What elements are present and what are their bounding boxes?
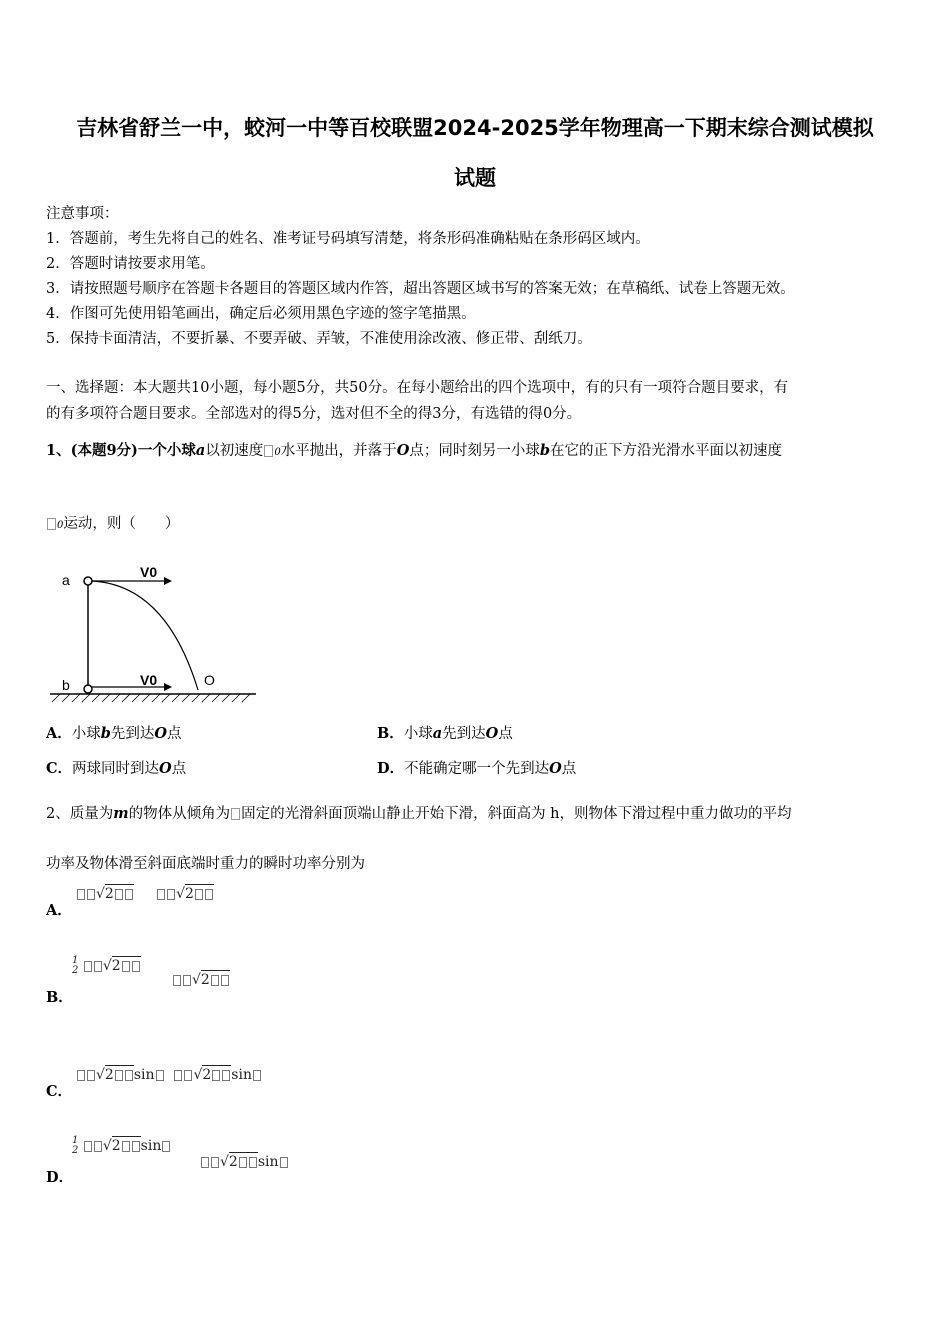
q2-option-c-label[interactable]: C． [46,1083,73,1100]
q1-point-o: O [396,442,410,459]
notice-item-2: 2．答题时请按要求用笔。 [46,256,215,272]
option-text: 点 [171,761,187,777]
q1-text-2: 以初速度 [205,443,264,459]
ground-hatching [52,694,250,702]
figure-label-a: a [62,572,70,588]
option-label: A． [46,725,72,742]
q1-text-1: 1、(本题9分)一个小球 [46,442,196,459]
option-ball: a [432,725,443,742]
theta-symbol-placeholder [231,808,240,820]
sin-function: sin [133,1067,155,1083]
option-point: O [549,760,562,777]
notice-item-4: 4．作图可先使用铅笔画出，确定后必须用黑色字迹的签字笔描黑。 [46,306,476,322]
ball-a-marker [84,577,92,585]
sqrt-constant: 2 [228,1154,238,1170]
option-text: 点 [167,726,182,742]
option-point: O [159,760,172,777]
q1-option-c[interactable] [46,757,186,778]
question-1-stem-line2 [46,512,179,533]
q2-option-b-label[interactable]: B． [46,989,73,1006]
q2-option-a-formula: √2 √2 [76,886,214,902]
option-ball: b [100,725,111,742]
q1-text-line2: 运动，则（ ） [63,516,180,532]
exam-title-line1: 吉林省舒兰一中，蛟河一中等百校联盟2024-2025学年物理高一下期末综合测试模拟 [76,116,874,140]
option-label: C． [46,760,73,777]
exam-title-line2: 试题 [454,166,496,190]
option-text: 小球 [71,726,101,742]
q1-text-4: 点；同时刻另一小球 [409,443,540,459]
q2-option-d-formula-1: 1 2 √2 sin [72,1136,171,1156]
notice-item-5: 5．保持卡面清洁，不要折暴、不要弄破、弄皱，不准使用涂改液、修正带、刮纸刀。 [46,331,592,347]
notice-item-1: 1．答题前，考生先将自己的姓名、准考证号码填写清楚，将条形码准确粘贴在条形码区域内。 [46,231,650,247]
q1-ball-b: b [539,442,550,459]
q1-option-a[interactable] [46,722,182,743]
option-label: B． [377,725,404,742]
option-text: 点 [561,761,577,777]
section-instructions-line2: 的有多项符合题目要求。全部选对的得5分，选对但不全的得3分，有选错的得0分。 [46,406,582,422]
q1-option-b[interactable] [377,722,513,743]
q2-option-c-formula: √2 sin √2 sin [76,1067,262,1083]
q2-option-d-formula-2: √2 sin [200,1154,289,1170]
sin-function: sin [140,1138,162,1154]
projectile-figure [46,560,261,710]
option-text: 先到达 [110,726,155,742]
option-point: O [485,725,499,742]
q2-option-d-label[interactable]: D． [46,1169,74,1186]
sin-function: sin [257,1154,279,1170]
option-text: 点 [498,726,513,742]
figure-label-v0-top: V0 [140,564,158,580]
v0-subscript: 0 [57,520,64,531]
q2-option-b-formula-1: 1 2 √2 [72,956,141,976]
figure-label-o: O [204,672,215,688]
q1-text-3: 水平抛出，并落于 [280,443,397,459]
v0-subscript: 0 [274,447,281,458]
v0-symbol-placeholder [47,518,56,530]
q2-text-1: 2、质量为 [46,806,114,822]
figure-label-v0-bottom: V0 [140,672,158,688]
q1-ball-a: a [195,442,206,459]
figure-label-b: b [62,677,70,693]
option-text: 不能确定哪一个先到达 [404,761,550,777]
fraction-half: 1 2 [72,955,79,976]
q2-mass-symbol: m [113,805,129,822]
q2-option-a-label[interactable]: A． [46,902,72,919]
arrow-head-bottom [164,683,172,691]
question-2-stem [46,802,792,823]
ball-b-marker [84,685,92,693]
sqrt-constant: 2 [111,1138,121,1154]
q2-text-3: 固定的光滑斜面顶端山静止开始下滑，斜面高为 h，则物体下滑过程中重力做功的平均 [241,806,792,822]
question-1-stem [46,439,782,460]
q2-option-b-formula-2: √2 [172,972,230,988]
arrow-head-top [164,577,172,585]
sqrt-constant: 2 [200,972,210,988]
section-instructions-line1: 一、选择题：本大题共10小题，每小题5分，共50分。在每小题给出的四个选项中，有的只有一项符合题目要求，有 [46,380,789,396]
q1-option-d[interactable] [377,757,576,778]
sqrt-constant: 2 [185,886,194,902]
option-text: 小球 [403,726,433,742]
sqrt-constant: 2 [111,958,121,974]
option-label: D． [377,760,405,777]
question-2-stem-line2: 功率及物体滑至斜面底端时重力的瞬时功率分别为 [46,856,365,872]
sin-function: sin [231,1067,252,1083]
q2-text-2: 的物体从倾角为 [128,806,231,822]
option-text: 先到达 [442,726,486,742]
notice-item-3: 3．请按照题号顺序在答题卡各题目的答题区域内作答，超出答题区域书写的答案无效；在草稿纸、试卷上答题无效。 [46,281,795,297]
fraction-half: 1 2 [72,1135,79,1156]
v0-symbol-placeholder [264,445,273,457]
q1-text-5: 在它的正下方沿光滑水平面以初速度 [549,443,782,459]
option-point: O [154,725,168,742]
sqrt-constant: 2 [202,1067,212,1083]
notice-heading: 注意事项： [46,206,119,222]
sqrt-constant: 2 [104,886,114,902]
option-text: 两球同时到达 [72,761,160,777]
sqrt-constant: 2 [104,1067,114,1083]
